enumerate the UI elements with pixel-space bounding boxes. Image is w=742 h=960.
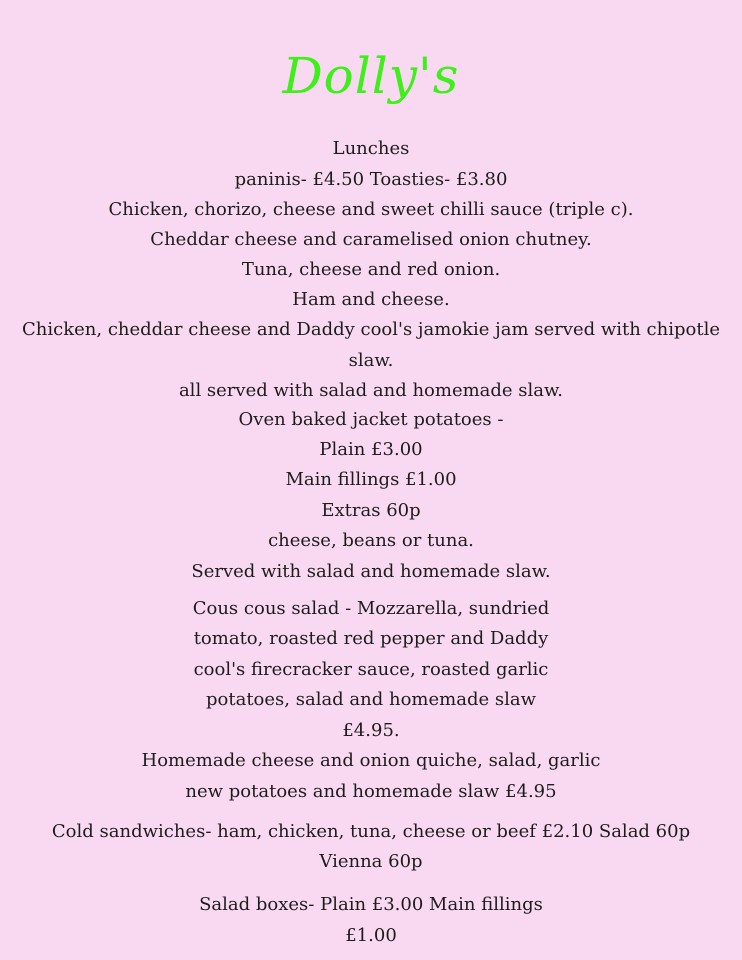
menu-line: cool's firecracker sauce, roasted garlic bbox=[193, 659, 549, 680]
menu-line: Salad boxes- Plain £3.00 Main fillings bbox=[199, 894, 543, 915]
menu-title: Dolly's bbox=[282, 47, 460, 105]
menu-line: Served with salad and homemade slaw. bbox=[191, 561, 551, 582]
menu-line: Chicken, cheddar cheese and Daddy cool's jamokie jam served with chipotle bbox=[22, 319, 720, 340]
menu-line: paninis- £4.50 Toasties- £3.80 bbox=[234, 169, 508, 190]
section-heading-lunches: Lunches bbox=[332, 138, 410, 159]
menu-line: Main fillings £1.00 bbox=[285, 469, 457, 490]
menu-line: Cheddar cheese and caramelised onion chutney. bbox=[150, 229, 592, 250]
menu-line: Homemade cheese and onion quiche, salad, garlic bbox=[141, 750, 601, 771]
menu-line: new potatoes and homemade slaw £4.95 bbox=[185, 781, 557, 802]
menu-line: potatoes, salad and homemade slaw bbox=[206, 689, 536, 710]
menu-line: £1.00 bbox=[345, 925, 397, 946]
menu-line: cheese, beans or tuna. bbox=[268, 530, 474, 551]
menu-line: Ham and cheese. bbox=[292, 289, 450, 310]
menu-line: slaw. bbox=[348, 350, 394, 371]
menu-line: Tuna, cheese and red onion. bbox=[241, 259, 501, 280]
menu-line: Extras 60p bbox=[321, 500, 421, 521]
menu-line: Cous cous salad - Mozzarella, sundried bbox=[192, 598, 550, 619]
menu-line: Plain £3.00 bbox=[319, 439, 423, 460]
menu-line: £4.95. bbox=[342, 720, 400, 741]
menu-line: all served with salad and homemade slaw. bbox=[178, 380, 564, 401]
menu-line: Vienna 60p bbox=[319, 851, 423, 872]
menu-line: Chicken, chorizo, cheese and sweet chilli sauce (triple c). bbox=[108, 199, 634, 220]
menu-line: Oven baked jacket potatoes - bbox=[238, 409, 504, 430]
menu-line: Cold sandwiches- ham, chicken, tuna, cheese or beef £2.10 Salad 60p bbox=[51, 821, 691, 842]
menu-line: tomato, roasted red pepper and Daddy bbox=[193, 628, 549, 649]
